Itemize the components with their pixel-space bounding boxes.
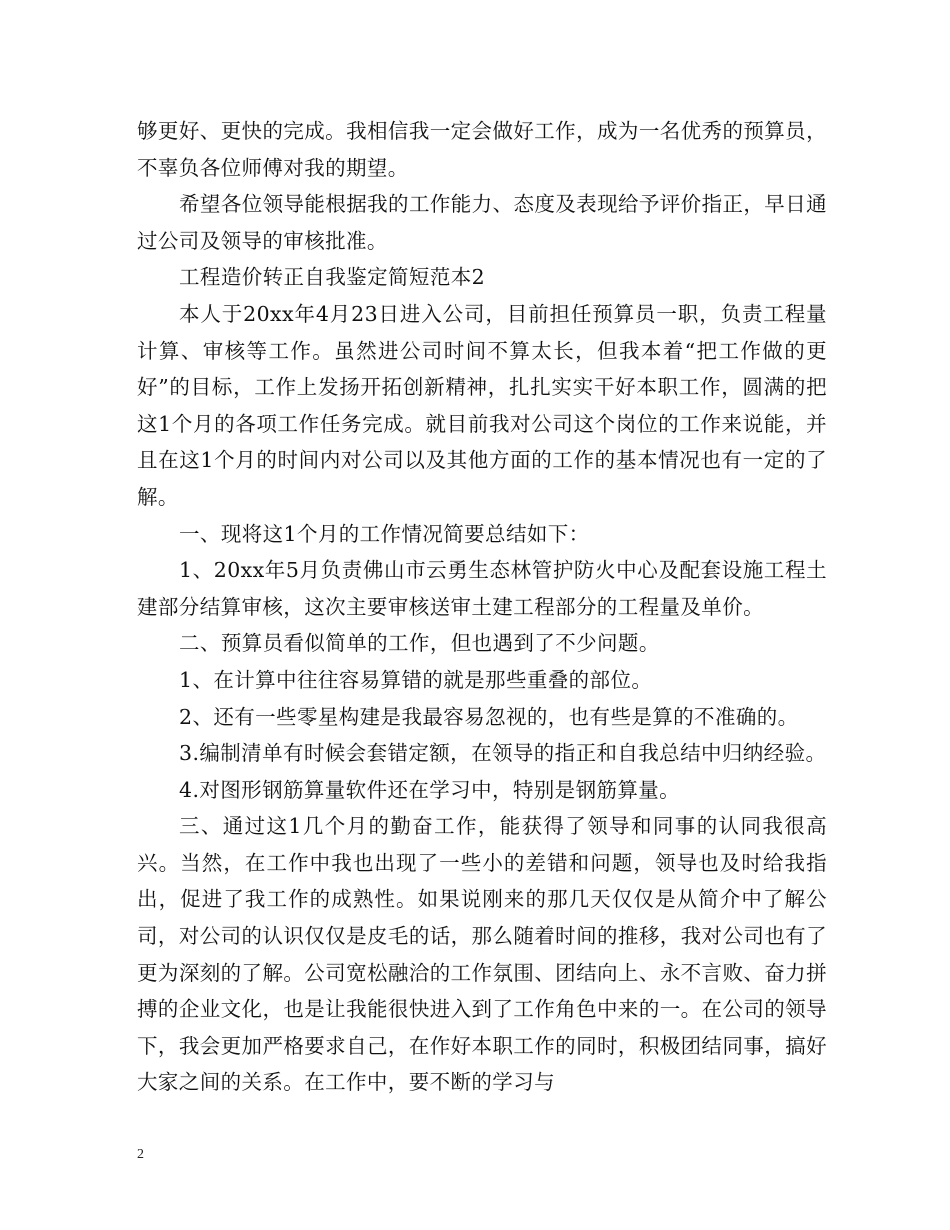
section-heading: 工程造价转正自我鉴定简短范本2 [179, 265, 486, 290]
document-body [137, 113, 827, 1101]
paragraph-7: 1、在计算中往往容易算错的就是那些重叠的部位。 [179, 667, 653, 692]
paragraph-10: 4.对图形钢筋算量软件还在学习中，特别是钢筋算量。 [179, 777, 681, 802]
paragraph-9: 3.编制清单有时候会套错定额，在领导的指正和自我总结中归纳经验。 [179, 741, 827, 766]
paragraph-8: 2、还有一些零星构建是我最容易忽视的，也有些是算的不准确的。 [179, 704, 799, 729]
paragraph-1: 够更好、更快的完成。我相信我一定会做好工作，成为一名优秀的预算员，不辜负各位师傅对我的期望。 [137, 119, 827, 180]
paragraph-5: 1、20xx年5月负责佛山市云勇生态林管护防火中心及配套设施工程土建部分结算审核，这次主要审核送审土建工程部分的工程量及单价。 [137, 558, 827, 619]
paragraph-2: 希望各位领导能根据我的工作能力、态度及表现给予评价指正，早日通过公司及领导的审核批准。 [137, 192, 827, 253]
paragraph-4: 一、现将这1个月的工作情况简要总结如下： [179, 521, 590, 546]
paragraph-6: 二、预算员看似简单的工作，但也遇到了不少问题。 [179, 631, 660, 656]
paragraph-11: 三、通过这1几个月的勤奋工作，能获得了领导和同事的认同我很高兴。当然，在工作中我也出现了一些小的差错和问题，领导也及时给我指出，促进了我工作的成熟性。如果说刚来的那几天仅仅是从简介中了解公司，对公司的认识仅仅是皮毛的话，那么随着时间的推移，我对公司也有了更为深刻的了解。公司宽松融洽的工作氛围、团结向上、永不言败、奋力拼搏的企业文化，也是让我能很快进入到了工作角色中来的一。在公司的领导下，我会更加严格要求自己，在作好本职工作的同时，积极团结同事，搞好大家之间的关系。在工作中，要不断的学习与 [137, 814, 827, 1095]
page-number: 2 [137, 1147, 144, 1162]
paragraph-3: 本人于20xx年4月23日进入公司，目前担任预算员一职，负责工程量计算、审核等工作。虽然进公司时间不算太长，但我本着“把工作做的更好”的目标，工作上发扬开拓创新精神，扎扎实实干好本职工作，圆满的把这1个月的各项工作任务完成。就目前我对公司这个岗位的工作来说能，并且在这1个月的时间内对公司以及其他方面的工作的基本情况也有一定的了解。 [137, 301, 827, 509]
